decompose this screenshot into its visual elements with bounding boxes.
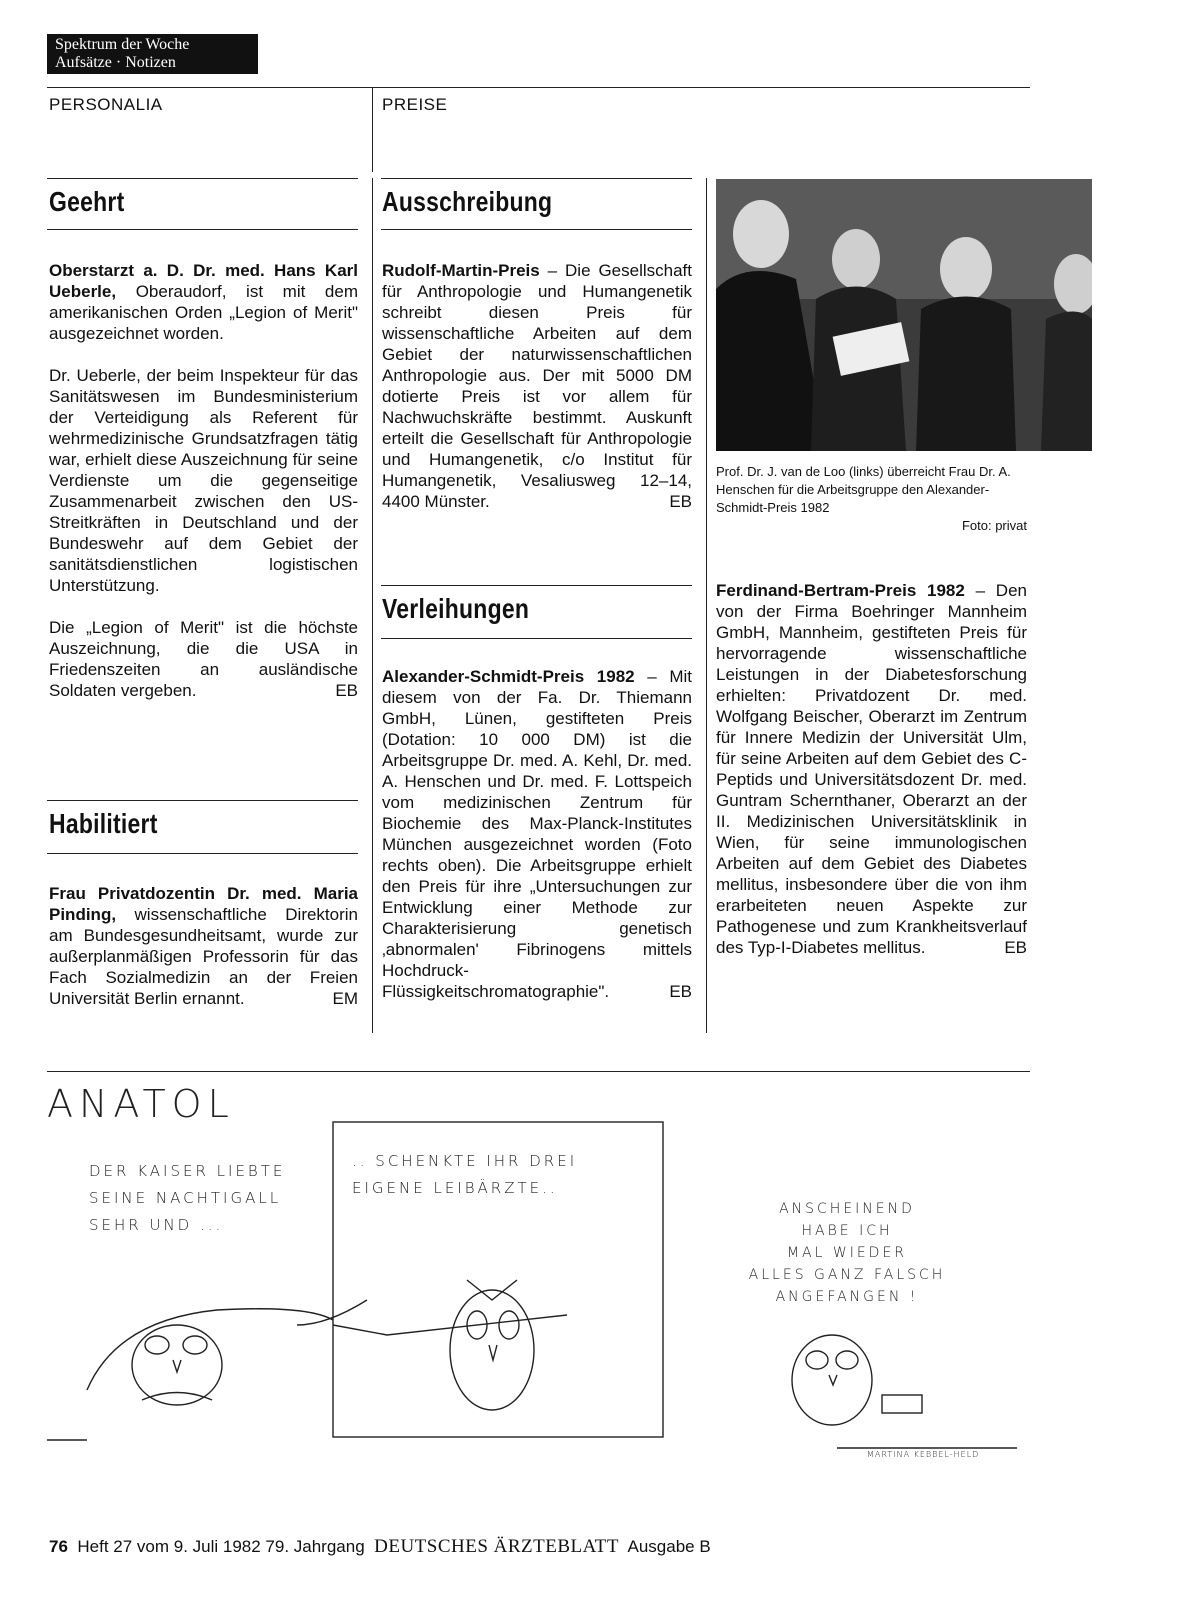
top-rule (47, 87, 1030, 88)
panel2-text (352, 1148, 577, 1202)
speech-line: ALLES GANZ FALSCH (748, 1267, 946, 1283)
masthead (47, 34, 258, 74)
masthead-line2: Aufsätze · Notizen (55, 54, 176, 71)
speech-line: MAL WIEDER (786, 1245, 908, 1261)
cartoon-strip (47, 1120, 1030, 1470)
cartoon-title: ANATOL (47, 1082, 235, 1126)
panel3-text (737, 1198, 957, 1308)
panel1-text (89, 1158, 285, 1239)
rule (47, 853, 358, 854)
speech-line: ANGEFANGEN ! (775, 1289, 919, 1305)
rule (47, 229, 358, 230)
heading-habilitiert: Habilitiert (49, 808, 158, 839)
photo-credit: Foto: privat (961, 518, 1027, 533)
lead-name: Rudolf-Martin-Preis (382, 261, 540, 280)
speech-line: SEINE NACHTIGALL (89, 1189, 282, 1207)
rule (47, 178, 358, 179)
speech-line: ANSCHEINEND (779, 1201, 915, 1217)
paragraph: – Mit diesem von der Fa. Dr. Thiemann GmbH, Lünen, gestifteten Preis (Dotation: 10 000 DM) ist die Arbeitsgruppe Dr. med. A. Kehl, Dr. med. A. Henschen und Dr. med. F. Lottspeich vom medizinischen Zentrum für Biochemie des Max-Planck-Institutes München ausgezeichnet worden (Foto rechts oben). Die Arbeitsgruppe erhielt den Preis für ihre „Untersuchungen zur Entwicklung einer Methode zur Charakterisierung genetisch ‚abnormalen' Fibrinogens mittels Hochdruck-Flüssigkeitschromatographie". (382, 667, 692, 1001)
page-footer (49, 1536, 711, 1558)
rule (381, 229, 692, 230)
column-divider (372, 178, 373, 1033)
article-geehrt (49, 260, 358, 722)
edition: Ausgabe B (627, 1537, 711, 1556)
speech-line: EIGENE LEIBÄRZTE.. (352, 1179, 558, 1197)
paragraph: Die „Legion of Merit" ist die höchste Auszeichnung, die die USA in Friedenszeiten an ausländische Soldaten vergeben. (49, 618, 358, 700)
lead-name: Oberstarzt a. D. Dr. med. Hans Karl Ueberle, (49, 261, 358, 301)
section-divider (372, 87, 373, 172)
award-photo (716, 179, 1092, 451)
photo-caption (716, 463, 1027, 535)
paragraph: wissenschaftliche Direktorin am Bundesgesundheitsamt, wurde zur außerplanmäßigen Professorin für das Fach Sozialmedizin an der Freien Universität Berlin ernannt. (49, 905, 358, 1008)
heading-geehrt: Geehrt (49, 186, 125, 217)
author-initials: EB (669, 492, 692, 511)
lead-name: Ferdinand-Bertram-Preis 1982 (716, 581, 965, 600)
heading-verleihungen: Verleihungen (382, 593, 530, 624)
page-number: 76 (49, 1537, 68, 1556)
cartoon-signature: MARTINA KEBBEL-HELD (867, 1450, 980, 1459)
speech-line: SEHR UND ... (89, 1216, 224, 1234)
speech-line: DER KAISER LIEBTE (89, 1162, 286, 1180)
author-initials: EB (335, 681, 358, 700)
journal-name: DEUTSCHES ÄRZTEBLATT (374, 1536, 619, 1557)
section-personalia: PERSONALIA (49, 95, 163, 114)
article-habilitiert (49, 883, 358, 1030)
paragraph: – Die Gesellschaft für Anthropologie und Humangenetik schreibt diesen Preis für wissenschaftliche Arbeiten auf dem Gebiet der naturwissenschaftlichen Anthropologie aus. Der mit 5000 DM dotierte Preis ist vor allem für Nachwuchskräfte bestimmt. Auskunft erteilt die Gesellschaft für Anthropologie und Humangenetik, c/o Institut für Humangenetik, Vesaliusweg 12–14, 4400 Münster. (382, 261, 692, 511)
paragraph: Dr. Ueberle, der beim Inspekteur für das Sanitätswesen im Bundesministerium der Verteidigung als Referent für wehrmedizinische Grundsatzfragen tätig war, erhielt diese Auszeichnung für seine Verdienste um die gegenseitige Zusammenarbeit zwischen den US-Streitkräften in Deutschland und der Bundeswehr auf dem Gebiet der sanitätsdienstlichen logistischen Unterstützung. (49, 366, 358, 595)
author-initials: EB (1004, 938, 1027, 957)
article-ausschreibung (382, 260, 692, 533)
masthead-line1: Spektrum der Woche (55, 36, 190, 53)
column-divider (706, 178, 707, 1033)
speech-line: .. SCHENKTE IHR DREI (352, 1152, 578, 1170)
paragraph: Oberaudorf, ist mit dem amerikanischen Orden „Legion of Merit" ausgezeichnet worden. (49, 282, 358, 343)
issue-info: Heft 27 vom 9. Juli 1982 79. Jahrgang (77, 1537, 365, 1556)
rule (47, 800, 358, 801)
article-verleihungen (382, 666, 692, 1023)
heading-ausschreibung: Ausschreibung (382, 186, 553, 217)
rule (381, 178, 692, 179)
caption-text: Prof. Dr. J. van de Loo (links) überreicht Frau Dr. A. Henschen für die Arbeitsgruppe den Alexander-Schmidt-Preis 1982 (716, 464, 1011, 515)
photo-illustration (716, 179, 1092, 451)
article-ferdinand-bertram (716, 580, 1027, 979)
lead-name: Alexander-Schmidt-Preis 1982 (382, 667, 635, 686)
author-initials: EM (332, 989, 358, 1008)
author-initials: EB (669, 982, 692, 1001)
lead-name: Frau Privatdozentin Dr. med. Maria Pinding, (49, 884, 358, 924)
speech-line: HABE ICH (801, 1223, 893, 1239)
rule (381, 638, 692, 639)
paragraph: – Den von der Firma Boehringer Mannheim GmbH, Mannheim, gestifteten Preis für hervorragende wissenschaftliche Leistungen in der Diabetesforschung erhielten: Privatdozent Dr. med. Wolfgang Beischer, Oberarzt im Zentrum für Innere Medizin der Universität Ulm, für seine Arbeiten auf dem Gebiet des C-Peptids und Universitätsdozent Dr. med. Guntram Schernthaner, Oberarzt an der II. Medizinischen Universitätsklinik in Wien, für seine immunologischen Arbeiten auf dem Gebiet des Diabetes mellitus, insbesondere über die von ihm erarbeiteten neuen Aspekte zur Pathogenese und zum Krankheitsverlauf des Typ-I-Diabetes mellitus. (716, 581, 1027, 957)
section-preise: PREISE (382, 95, 448, 114)
rule (381, 585, 692, 586)
cartoon-rule (47, 1071, 1030, 1072)
